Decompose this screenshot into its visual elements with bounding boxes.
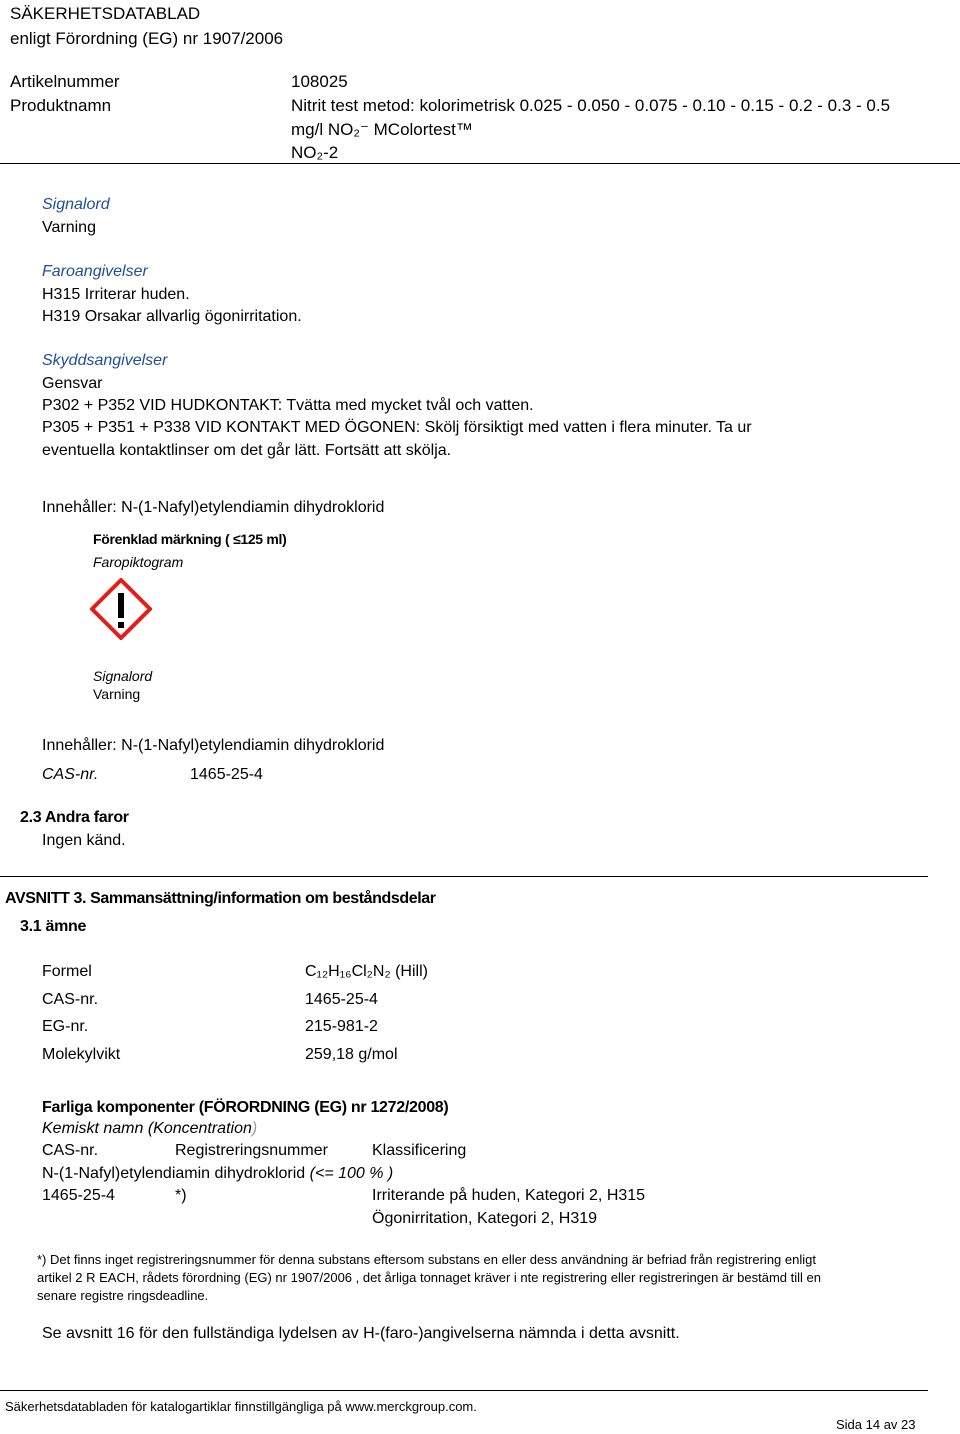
see-section-16-note: Se avsnitt 16 för den fullständiga lydelsen av H-(faro-)angivelserna nämnda i detta avsnitt. <box>42 1325 680 1342</box>
column-classification: Klassificering <box>372 1142 467 1159</box>
footer-divider <box>0 1390 928 1391</box>
cas-number-value: 1465-25-4 <box>305 991 378 1008</box>
section-3-divider <box>0 876 928 877</box>
hazard-statement-h319: H319 Orsakar allvarlig ögonirritation. <box>42 308 302 325</box>
component-classification-skin: Irriterande på huden, Kategori 2, H315 <box>372 1187 646 1204</box>
article-number-value: 108025 <box>291 72 348 91</box>
column-cas: CAS-nr. <box>42 1142 99 1159</box>
product-name-line3: NO₂-2 <box>291 143 339 162</box>
precautionary-p302: P302 + P352 VID HUDKONTAKT: Tvätta med mycket tvål och vatten. <box>42 397 534 414</box>
cas-number-label: CAS-nr. <box>42 991 99 1008</box>
molecular-weight-label: Molekylvikt <box>42 1046 121 1063</box>
ghs07-exclamation-icon <box>90 578 152 640</box>
hazardous-components-heading: Farliga komponenter (FÖRORDNING (EG) nr 1272/2008) <box>42 1099 449 1116</box>
substance-subheading: 3.1 ämne <box>20 918 87 935</box>
page-number: Sida 14 av 23 <box>836 1417 916 1432</box>
column-registration: Registreringsnummer <box>175 1142 328 1159</box>
precautionary-p305-line2: eventuella kontaktlinser om det går lätt. Fortsätt att skölja. <box>42 442 452 459</box>
contains-statement: Innehåller: N-(1-Nafyl)etylendiamin dihydroklorid <box>42 499 385 516</box>
component-name: N-(1-Nafyl)etylendiamin dihydroklorid (<= 100 % ) <box>42 1165 394 1182</box>
pictogram-heading: Faropiktogram <box>93 554 184 570</box>
molecular-weight-value: 259,18 g/mol <box>305 1046 398 1063</box>
hazard-statement-h315: H315 Irriterar huden. <box>42 286 190 303</box>
product-name-label: Produktnamn <box>10 96 112 115</box>
article-number-label: Artikelnummer <box>10 72 120 91</box>
component-cas: 1465-25-4 <box>42 1187 115 1204</box>
simplified-signal-heading: Signalord <box>93 668 153 684</box>
document-title: SÄKERHETSDATABLAD <box>10 4 201 23</box>
product-name-line1: Nitrit test metod: kolorimetrisk 0.025 - 0.050 - 0.075 - 0.10 - 0.15 - 0.2 - 0.3 - 0.5 <box>291 96 891 115</box>
component-registration: *) <box>175 1187 187 1204</box>
formula-label: Formel <box>42 963 92 980</box>
simplified-labeling-heading: Förenklad märkning ( ≤125 ml) <box>93 531 287 547</box>
simplified-contains-statement: Innehåller: N-(1-Nafyl)etylendiamin dihydroklorid <box>42 737 385 754</box>
precautionary-heading: Skyddsangivelser <box>42 352 168 369</box>
precautionary-p305-line1: P305 + P351 + P338 VID KONTAKT MED ÖGONEN: Skölj försiktigt med vatten i flera minuter. Ta ur <box>42 419 752 436</box>
other-hazards-heading: 2.3 Andra faror <box>20 809 129 826</box>
signal-word-value: Varning <box>42 219 96 236</box>
regulation-reference: enligt Förordning (EG) nr 1907/2006 <box>10 29 284 48</box>
header-divider <box>0 163 960 164</box>
footer-text: Säkerhetsdatabladen för katalogartiklar finnstillgängliga på www.merckgroup.com. <box>5 1399 477 1414</box>
product-name-line2: mg/l NO₂⁻ MColortest™ <box>291 120 473 139</box>
ec-number-label: EG-nr. <box>42 1018 89 1035</box>
other-hazards-text: Ingen känd. <box>42 832 126 849</box>
simplified-cas-value: 1465-25-4 <box>190 766 263 783</box>
footnote-line2: artikel 2 R EACH, rådets förordning (EG) nr 1907/2006 , det årliga tonnaget kräver i nte registrering eller registreringen är bestämd till en <box>37 1270 821 1285</box>
chemical-name-heading: Kemiskt namn (Koncentration) <box>42 1120 258 1137</box>
formula-value: C₁₂H₁₆Cl₂N₂ (Hill) <box>305 963 428 980</box>
ec-number-value: 215-981-2 <box>305 1018 378 1035</box>
section-3-heading: AVSNITT 3. Sammansättning/information om beståndsdelar <box>5 890 436 907</box>
component-classification-eye: Ögonirritation, Kategori 2, H319 <box>372 1210 598 1227</box>
simplified-signal-value: Varning <box>93 686 141 702</box>
footnote-line3: senare registre ringsdeadline. <box>37 1288 209 1303</box>
simplified-cas-label: CAS-nr. <box>42 766 99 783</box>
hazard-statements-heading: Faroangivelser <box>42 263 148 280</box>
signal-word-heading: Signalord <box>42 196 110 213</box>
footnote-line1: *) Det finns inget registreringsnummer för denna substans eftersom substans en eller dess användning är befriad från registrering enligt <box>37 1252 816 1267</box>
precautionary-subheading: Gensvar <box>42 375 103 392</box>
